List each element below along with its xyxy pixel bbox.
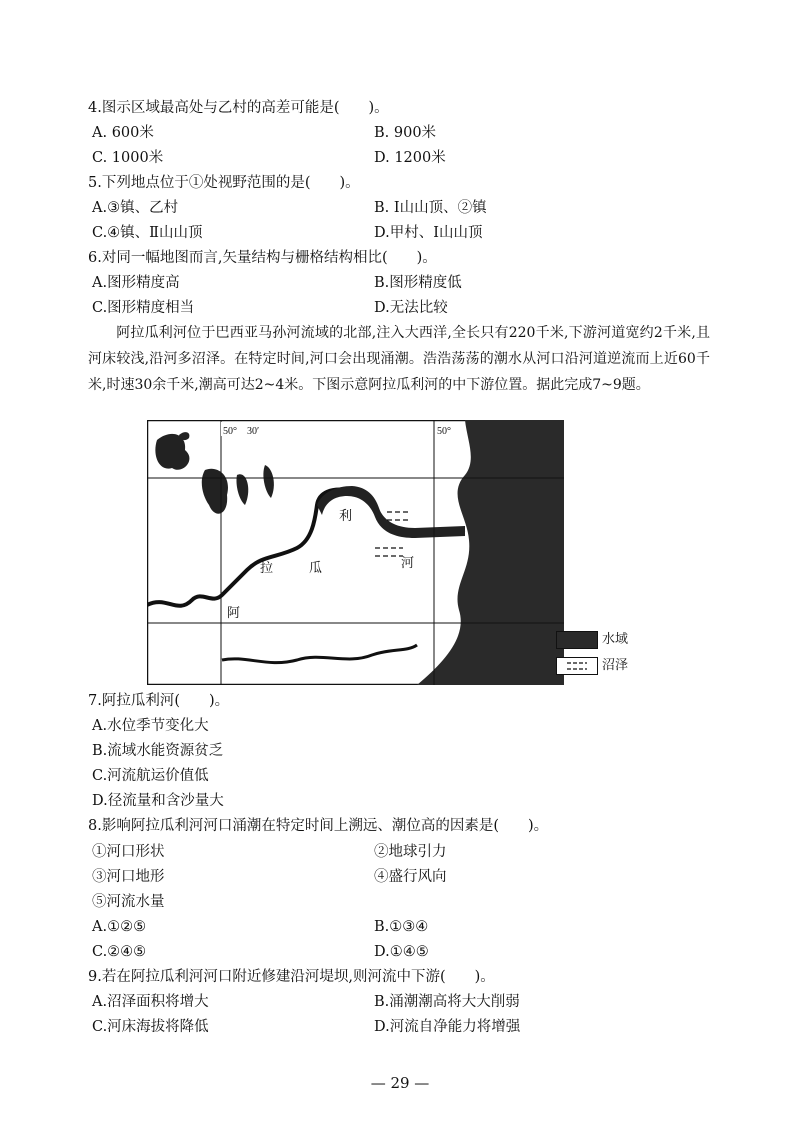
- q8-option-c: C.②④⑤: [92, 944, 147, 960]
- river-char-2: 拉: [260, 561, 274, 576]
- q8-factor-1: ①河口形状: [92, 844, 165, 860]
- q9-option-a: A.沼泽面积将增大: [92, 994, 209, 1010]
- q7-option-d: D.径流量和含沙量大: [92, 793, 224, 809]
- q8-factor-5: ⑤河流水量: [92, 894, 165, 910]
- river-char-3: 瓜: [309, 561, 323, 576]
- q6-option-a: A.图形精度高: [92, 275, 180, 291]
- legend-marsh-label: 沼泽: [602, 658, 629, 673]
- q6-option-b: B.图形精度低: [374, 275, 462, 291]
- q7-option-a: A.水位季节变化大: [92, 718, 209, 734]
- river-char-1: 阿: [227, 606, 241, 621]
- q8-factor-4: ④盛行风向: [374, 869, 447, 885]
- q9-stem: 9.若在阿拉瓜利河河口附近修建沿河堤坝,则河流中下游( )。: [88, 969, 495, 985]
- q4-stem: 4.图示区域最高处与乙村的高差可能是( )。: [88, 100, 389, 116]
- q8-option-a: A.①②⑤: [92, 919, 147, 935]
- q5-stem: 5.下列地点位于①处视野范围的是( )。: [88, 175, 360, 191]
- lon-label-left: 50° 30′: [223, 426, 260, 437]
- q7-option-b: B.流域水能资源贫乏: [92, 743, 224, 759]
- q4-option-c: C. 1000米: [92, 150, 164, 166]
- q9-option-d: D.河流自净能力将增强: [374, 1019, 521, 1035]
- page-number: — 29 —: [370, 1074, 430, 1092]
- passage-text: 阿拉瓜利河位于巴西亚马孙河流域的北部,注入大西洋,全长只有220千米,下游河道宽约2千米,且河床较浅,沿河多沼泽。在特定时间,河口会出现涌潮。浩浩荡荡的潮水从河口沿河道逆流而上近60千米,时速30余千米,潮高可达2~4米。下图示意阿拉瓜利河的中下游位置。据此完成7~9题。: [88, 325, 710, 393]
- passage: [88, 320, 710, 398]
- q7-stem: 7.阿拉瓜利河( )。: [88, 693, 230, 709]
- q5-option-c: C.④镇、Ⅱ山山顶: [92, 225, 203, 241]
- q8-stem: 8.影响阿拉瓜利河河口涌潮在特定时间上溯远、潮位高的因素是( )。: [88, 818, 549, 834]
- q4-option-a: A. 600米: [92, 125, 154, 141]
- q7-option-c: C.河流航运价值低: [92, 768, 209, 784]
- q5-option-a: A.③镇、乙村: [92, 200, 179, 216]
- q4-option-d: D. 1200米: [374, 150, 446, 166]
- river-map: [147, 420, 564, 685]
- legend-marsh-swatch: [556, 657, 598, 675]
- q5-option-b: B. Ⅰ山山顶、②镇: [374, 200, 487, 216]
- marsh-symbol-icon: [557, 658, 597, 674]
- q6-option-c: C.图形精度相当: [92, 300, 195, 316]
- q9-option-b: B.涌潮潮高将大大削弱: [374, 994, 520, 1010]
- q5-option-d: D.甲村、Ⅰ山山顶: [374, 225, 483, 241]
- q8-option-d: D.①④⑤: [374, 944, 429, 960]
- lon-label-right: 50°: [437, 426, 451, 437]
- q6-stem: 6.对同一幅地图而言,矢量结构与栅格结构相比( )。: [88, 250, 437, 266]
- q8-factor-2: ②地球引力: [374, 844, 447, 860]
- legend-water-label: 水域: [602, 632, 629, 647]
- q8-option-b: B.①③④: [374, 919, 429, 935]
- legend-water-swatch: [556, 631, 598, 649]
- q6-option-d: D.无法比较: [374, 300, 448, 316]
- river-char-5: 河: [401, 556, 415, 571]
- q4-option-b: B. 900米: [374, 125, 437, 141]
- q9-option-c: C.河床海拔将降低: [92, 1019, 209, 1035]
- q8-factor-3: ③河口地形: [92, 869, 165, 885]
- river-char-4: 利: [339, 509, 353, 524]
